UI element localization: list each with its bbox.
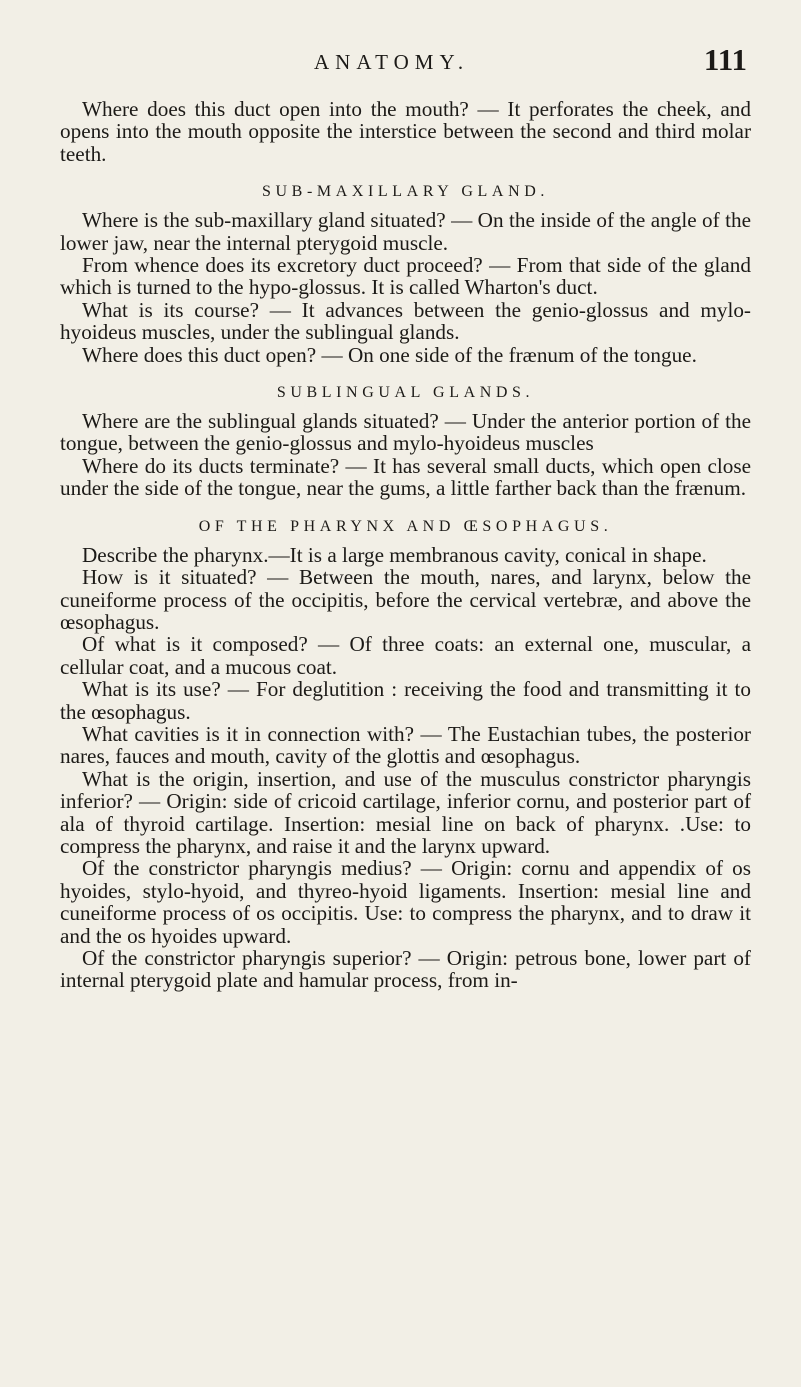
paragraph-parotid-duct-opening: Where does this duct open into the mouth? — It perforates the cheek, and opens into the mouth opposite the interstice between the second and third molar teeth. [60, 97, 751, 166]
paragraph-sublingual-situation: Where are the sublingual glands situated? — Under the anterior portion of the tongue, between the genio-glossus and mylo-hyoideus muscles [60, 409, 751, 456]
body-text [60, 98, 751, 992]
paragraph-duct-course: What is its course? — It advances between the genio-glossus and mylo-hyoideus muscles, under the sublingual glands. [60, 297, 751, 345]
paragraph-pharynx-coats: Of what is it composed? — Of three coats: an external one, muscular, a cellular coat, and a mucous coat. [60, 632, 751, 679]
paragraph-pharynx-connections: What cavities is it in connection with? — The Eustachian tubes, the posterior nares, fauces and mouth, cavity of the glottis and œsophagus. [60, 721, 751, 769]
paragraph-sub-maxillary-situation: Where is the sub-maxillary gland situated? — On the inside of the angle of the lower jaw, near the internal pterygoid muscle. [60, 208, 751, 255]
section-heading-sublingual-glands: SUBLINGUAL GLANDS. [276, 384, 535, 402]
page-number: 111 [703, 42, 747, 77]
paragraph-pharynx-situation: How is it situated? — Between the mouth, nares, and larynx, below the cuneiforme process of the occipitis, before the cervical vertebræ, and above the œsophagus. [60, 565, 751, 634]
running-title: ANATOMY. [314, 50, 470, 74]
paragraph-pharynx-description: Describe the pharynx.—It is a large membranous cavity, conical in shape. [82, 542, 707, 567]
paragraph-pharynx-use: What is its use? — For deglutition : receiving the food and transmitting it to the œsophagus. [60, 677, 751, 724]
section-heading-sub-maxillary-gland: SUB-MAXILLARY GLAND. [262, 183, 549, 201]
paragraph-whartons-duct: From whence does its excretory duct proceed? — From that side of the gland which is turned to the hypo-glossus. It is called Wharton's duct. [60, 253, 751, 300]
paragraph-constrictor-medius: Of the constrictor pharyngis medius? — Origin: cornu and appendix of os hyoides, stylo-hyoid, and thyreo-hyoid ligaments. Insertion: mesial line and cuneiforme process of os occipitis. Use: to compress the pharynx, and to draw it and the os hyoides upward. [60, 856, 751, 948]
running-head [60, 42, 751, 78]
paragraph-sublingual-ducts: Where do its ducts terminate? — It has several small ducts, which open close under the side of the tongue, near the gums, a little farther back than the frænum. [60, 453, 751, 501]
section-heading-pharynx-oesophagus: OF THE PHARYNX AND ŒSOPHAGUS. [198, 517, 613, 535]
paragraph-constrictor-inferior: What is the origin, insertion, and use of the musculus constrictor pharyngis inferior? — Origin: side of cricoid cartilage, inferior cornu, and posterior part of ala of thyroid cartilage. Insertion: mesial line on back of pharynx. .Use: to compress the pharynx, and raise it and the larynx upward. [60, 766, 751, 858]
paragraph-constrictor-superior: Of the constrictor pharyngis superior? — Origin: petrous bone, lower part of internal pterygoid plate and hamular process, from in- [60, 946, 751, 993]
paragraph-duct-opening: Where does this duct open? — On one side of the frænum of the tongue. [82, 342, 697, 367]
